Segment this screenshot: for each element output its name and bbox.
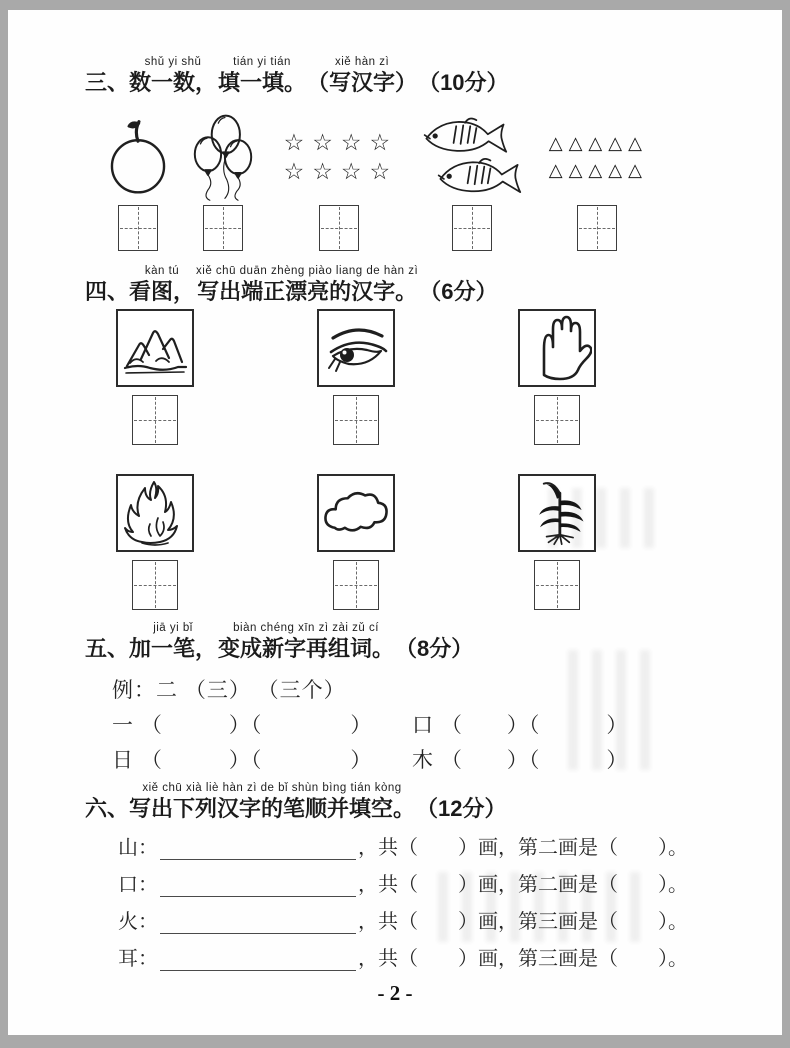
answer-blank-line	[160, 949, 356, 971]
target-character: 耳：	[118, 947, 158, 970]
stars-icon: ☆☆☆☆ ☆☆☆☆	[283, 128, 399, 184]
count-items-row	[8, 115, 782, 251]
hand-icon	[522, 313, 592, 383]
target-character: 火：	[118, 910, 158, 933]
heading-segment: shǔ yi shǔ 数一数，	[129, 56, 218, 95]
target-character: 口：	[118, 873, 158, 896]
stroke-order-row	[118, 905, 782, 934]
heading-segment: xiě chū xià liè hàn zì de bǐ shùn bìng tián kòng 写出下列汉字的笔顺并填空。	[129, 782, 416, 822]
row-suffix: ，共（ ）画，第二画是（ ）。	[358, 873, 688, 896]
section5-number: 五、	[85, 636, 130, 661]
page-number: - 2 -	[377, 980, 413, 1005]
fire-icon	[120, 478, 190, 548]
blank-line: 一 （ ）（ ）	[112, 713, 373, 737]
count-item-fish	[422, 115, 522, 251]
writing-grid	[118, 205, 158, 251]
example-line: 例：二 （三） （三个）	[112, 678, 346, 702]
heading-segment: kàn tú 看图，	[129, 264, 196, 304]
answer-blank-line	[160, 912, 356, 934]
mountain-icon	[120, 313, 190, 383]
section5-heading	[85, 622, 782, 663]
count-item-triangles	[546, 115, 648, 251]
worksheet-page	[8, 10, 782, 1035]
writing-grid	[333, 560, 379, 610]
score-label: （6分）	[419, 278, 498, 304]
count-item-balloons	[190, 115, 256, 251]
section6-heading	[85, 782, 782, 823]
picture-item-eye	[317, 309, 395, 445]
answer-blank-line	[160, 875, 356, 897]
heading-segment: xiě chū duān zhèng piào liang de hàn zì 写出端正漂亮的汉字。	[196, 264, 419, 304]
score-label: （10分）	[418, 70, 509, 95]
triangles-icon: △△△△△ △△△△△	[548, 133, 648, 180]
balloons-icon	[190, 110, 256, 204]
writing-grid	[534, 560, 580, 610]
picture-item-cloud	[317, 474, 395, 610]
heading-segment: biàn chéng xīn zì zài zǔ cí 变成新字再组词。	[218, 622, 395, 661]
heading-segment: tián yi tián 填一填。	[218, 56, 307, 95]
add-stroke-row	[112, 712, 782, 739]
count-item-apple	[110, 115, 166, 251]
blank-line: 日 （ ）（ ）	[112, 749, 373, 773]
eye-icon	[321, 313, 391, 383]
apple-icon	[110, 117, 166, 197]
stroke-order-row	[118, 942, 782, 971]
picture-row-1	[8, 309, 782, 445]
count-item-stars	[280, 115, 398, 251]
row-suffix: ，共（ ）画，第三画是（ ）。	[358, 947, 688, 970]
row-suffix: ，共（ ）画，第三画是（ ）。	[358, 910, 688, 933]
target-character: 山：	[118, 836, 158, 859]
section6-number: 六、	[85, 796, 130, 822]
writing-grid	[577, 205, 617, 251]
picture-item-hand	[518, 309, 596, 445]
stroke-order-row	[118, 831, 782, 860]
picture-item-fire	[116, 474, 194, 610]
section3-heading	[85, 56, 782, 97]
picture-item-mountain	[116, 309, 194, 445]
writing-grid	[132, 395, 178, 445]
cloud-icon	[320, 484, 392, 542]
stroke-order-row	[118, 868, 782, 897]
writing-grid	[333, 395, 379, 445]
seedling-icon	[522, 478, 592, 548]
picture-row-2	[8, 474, 782, 610]
heading-segment: jiā yi bǐ 加一笔，	[129, 622, 218, 661]
writing-grid	[452, 205, 492, 251]
section3-number: 三、	[85, 70, 130, 95]
row-suffix: ，共（ ）画，第二画是（ ）。	[358, 836, 688, 859]
score-label: （12分）	[416, 796, 507, 822]
fish-icon	[422, 115, 522, 199]
blank-line: 木 （ ）（ ）	[412, 749, 629, 773]
writing-grid	[534, 395, 580, 445]
section4-heading	[85, 265, 782, 306]
heading-segment: xiě hàn zì （写汉字）	[307, 56, 418, 95]
answer-blank-line	[160, 838, 356, 860]
writing-grid	[319, 205, 359, 251]
section4-number: 四、	[85, 278, 130, 304]
score-label: （8分）	[395, 636, 474, 661]
add-stroke-row	[112, 747, 782, 774]
writing-grid	[203, 205, 243, 251]
blank-line: 口 （ ）（ ）	[412, 713, 629, 737]
writing-grid	[132, 560, 178, 610]
picture-item-seedling	[518, 474, 596, 610]
